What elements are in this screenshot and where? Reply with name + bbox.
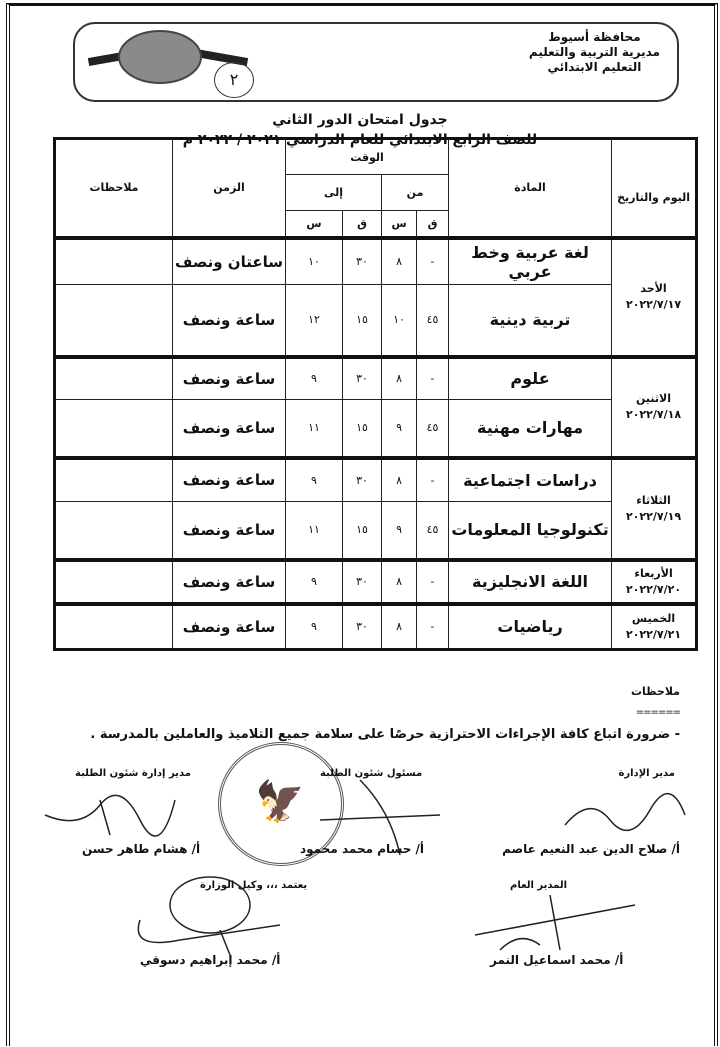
student-affairs-director-title: مدير إدارة شئون الطلبة: [75, 768, 191, 779]
exam-date: ٢٠٢٢/٧/٢٠: [626, 582, 682, 596]
notes-label: ملاحظات: [631, 685, 680, 698]
exam-date: ٢٠٢٢/٧/١٩: [626, 509, 682, 523]
to-hour-cell: ٩: [286, 560, 343, 604]
to-hour-cell: ٩: [286, 357, 343, 400]
ministry-logo: [118, 30, 202, 84]
subject-cell: مهارات مهنية: [449, 400, 612, 458]
header-to-hour: س: [286, 211, 343, 238]
header-from: من: [382, 175, 449, 211]
deputy-minister-name: أ/ محمد إبراهيم دسوقي: [140, 953, 281, 967]
day-name: الخميس: [631, 611, 676, 625]
governorate: محافظة أسيوط: [548, 30, 641, 44]
from-minute-cell: ٤٥: [417, 400, 449, 458]
exam-date: ٢٠٢٢/٧/٢١: [626, 627, 682, 641]
to-minute-cell: ١٥: [343, 285, 382, 357]
from-minute-cell: -: [417, 357, 449, 400]
duration-cell: ساعتان ونصف: [173, 238, 286, 285]
subject-cell: تكنولوجيا المعلومات: [449, 502, 612, 560]
to-minute-cell: ٣٠: [343, 560, 382, 604]
from-minute-cell: ٤٥: [417, 502, 449, 560]
from-minute-cell: -: [417, 458, 449, 502]
day-date-cell: [612, 604, 697, 650]
deputy-minister-title: يعتمد ،،، وكيل الوزارة: [200, 880, 308, 891]
to-minute-cell: ١٥: [343, 502, 382, 560]
duration-cell: ساعة ونصف: [173, 285, 286, 357]
notes-cell: [55, 285, 173, 357]
from-hour-cell: ٨: [382, 238, 417, 285]
day-date-cell: [612, 458, 697, 560]
table-row: [55, 458, 697, 502]
student-affairs-officer-name: أ/ حسام محمد محمود: [300, 842, 425, 856]
to-hour-cell: ١١: [286, 400, 343, 458]
notes-cell: [55, 357, 173, 400]
subject-cell: اللغة الانجليزية: [449, 560, 612, 604]
to-hour-cell: ٩: [286, 604, 343, 650]
table-row: [55, 400, 697, 458]
from-hour-cell: ٨: [382, 604, 417, 650]
document-title: جدول امتحان الدور الثاني: [272, 112, 448, 128]
deputy-minister-signature: [120, 870, 290, 960]
day-date-cell: [612, 560, 697, 604]
day-name: الأربعاء: [634, 566, 673, 580]
day-name: الثلاثاء: [636, 493, 671, 507]
to-minute-cell: ٣٠: [343, 604, 382, 650]
directorate-block: [529, 30, 660, 75]
subject-cell: دراسات اجتماعية: [449, 458, 612, 502]
notes-cell: [55, 238, 173, 285]
duration-cell: ساعة ونصف: [173, 604, 286, 650]
to-hour-cell: ١٠: [286, 238, 343, 285]
to-minute-cell: ٣٠: [343, 238, 382, 285]
day-name: الاثنين: [636, 392, 672, 405]
student-affairs-director-name: أ/ هشام طاهر حسن: [82, 842, 201, 856]
notes-cell: [55, 400, 173, 458]
student-affairs-officer-title: مسئول شئون الطلبة: [320, 768, 423, 779]
duration-cell: ساعة ونصف: [173, 400, 286, 458]
to-hour-cell: ١١: [286, 502, 343, 560]
notes-cell: [55, 458, 173, 502]
to-minute-cell: ٣٠: [343, 458, 382, 502]
from-minute-cell: -: [417, 238, 449, 285]
header-from-hour: س: [382, 211, 417, 238]
from-hour-cell: ٨: [382, 560, 417, 604]
from-hour-cell: ٩: [382, 400, 417, 458]
to-hour-cell: ٩: [286, 458, 343, 502]
table-row: [55, 357, 697, 400]
header-to-minute: ق: [343, 211, 382, 238]
duration-cell: ساعة ونصف: [173, 502, 286, 560]
duration-cell: ساعة ونصف: [173, 560, 286, 604]
student-affairs-director-signature: [40, 790, 180, 840]
from-minute-cell: -: [417, 604, 449, 650]
day-date-cell: [612, 357, 697, 458]
notes-cell: [55, 502, 173, 560]
department: التعليم الابتدائي: [547, 60, 642, 74]
header-time: الوقت: [286, 139, 449, 175]
document-subtitle: للصف الرابع الابتدائي للعام الدراسي ٢٠٢١ / ٢٠٢٢ م: [182, 132, 538, 148]
day-name: الأحد: [640, 282, 667, 295]
admin-director-title: مدير الإدارة: [618, 768, 675, 779]
header-duration: الزمن: [173, 139, 286, 238]
from-hour-cell: ٨: [382, 357, 417, 400]
admin-director-signature: [560, 790, 690, 840]
from-minute-cell: -: [417, 560, 449, 604]
header-notes: ملاحظات: [55, 139, 173, 238]
table-row: [55, 285, 697, 357]
subject-cell: لغة عربية وخط عربي: [449, 238, 612, 285]
duration-cell: ساعة ونصف: [173, 458, 286, 502]
notes-text: - ضرورة اتباع كافة الإجراءات الاحترازية حرصًا على سلامة جميع التلاميذ والعاملين بالمدرسة .: [90, 727, 680, 742]
admin-director-name: أ/ صلاح الدين عبد النعيم عاصم: [502, 842, 680, 856]
to-minute-cell: ٣٠: [343, 357, 382, 400]
header-subject: المادة: [449, 139, 612, 238]
exam-schedule-table: [53, 137, 698, 651]
general-director-title: المدير العام: [510, 880, 568, 891]
header-from-minute: ق: [417, 211, 449, 238]
general-director-signature: [470, 890, 640, 960]
schedule-body: [55, 238, 697, 650]
general-director-name: أ/ محمد اسماعيل النمر: [490, 953, 624, 967]
table-row: [55, 604, 697, 650]
table-row: [55, 502, 697, 560]
from-hour-cell: ٨: [382, 458, 417, 502]
to-hour-cell: ١٢: [286, 285, 343, 357]
from-minute-cell: ٤٥: [417, 285, 449, 357]
day-date-cell: [612, 238, 697, 357]
subject-cell: علوم: [449, 357, 612, 400]
notes-cell: [55, 560, 173, 604]
header-day-date: اليوم والتاريخ: [612, 139, 697, 238]
to-minute-cell: ١٥: [343, 400, 382, 458]
page-number-mark: ٢: [214, 62, 254, 98]
duration-cell: ساعة ونصف: [173, 357, 286, 400]
subject-cell: تربية دينية: [449, 285, 612, 357]
from-hour-cell: ٩: [382, 502, 417, 560]
table-row: [55, 560, 697, 604]
notes-separator: ======: [635, 707, 680, 718]
subject-cell: رياضيات: [449, 604, 612, 650]
notes-cell: [55, 604, 173, 650]
header-to: إلى: [286, 175, 382, 211]
from-hour-cell: ١٠: [382, 285, 417, 357]
eagle-emblem-icon: 🦅: [255, 779, 305, 825]
exam-date: ٢٠٢٢/٧/١٨: [626, 408, 682, 421]
directorate: مديرية التربية والتعليم: [528, 45, 660, 59]
exam-date: ٢٠٢٢/٧/١٧: [626, 298, 682, 311]
table-row: [55, 238, 697, 285]
